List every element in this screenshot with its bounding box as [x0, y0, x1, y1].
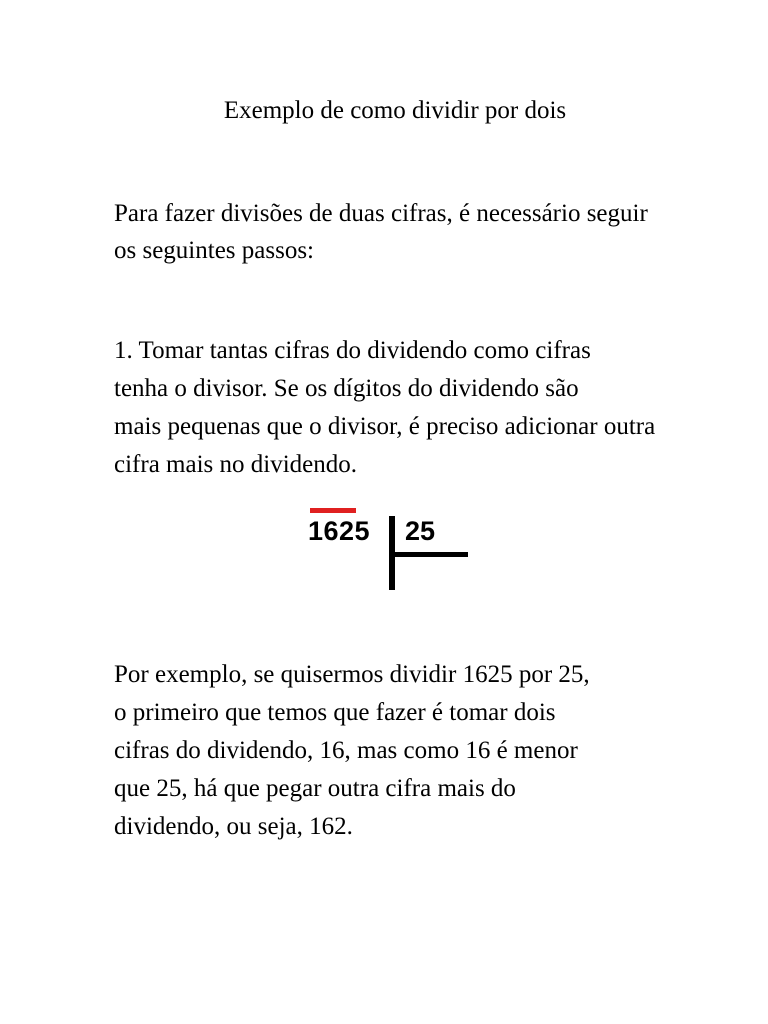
text-line: tenha o divisor. Se os dígitos do dividendo são: [114, 375, 579, 402]
text-line: que 25, há que pegar outra cifra mais do: [114, 775, 516, 802]
dividend-number: 1625: [308, 516, 371, 546]
divisor-number: 25: [405, 516, 436, 546]
text-line: mais pequenas que o divisor, é preciso adicionar outra: [114, 413, 656, 440]
dividend-highlight-bar: [310, 508, 356, 513]
intro-paragraph: [114, 195, 694, 269]
text-line: 1. Tomar tantas cifras do dividendo como cifras: [114, 337, 591, 364]
document-title: Exemplo de como dividir por dois: [223, 97, 567, 124]
text-line: cifra mais no dividendo.: [114, 451, 357, 478]
long-division-diagram: [300, 500, 480, 600]
text-line: Para fazer divisões de duas cifras, é necessário seguir: [114, 200, 648, 227]
text-line: o primeiro que temos que fazer é tomar dois: [114, 699, 556, 726]
example-paragraph: [114, 656, 694, 846]
text-line: os seguintes passos:: [114, 237, 314, 264]
text-line: cifras do dividendo, 16, mas como 16 é menor: [114, 737, 578, 764]
text-line: Por exemplo, se quisermos dividir 1625 por 25,: [114, 661, 590, 688]
text-line: dividendo, ou seja, 162.: [114, 813, 353, 840]
division-bracket-horizontal: [389, 552, 468, 557]
step-1-paragraph: [114, 332, 694, 484]
